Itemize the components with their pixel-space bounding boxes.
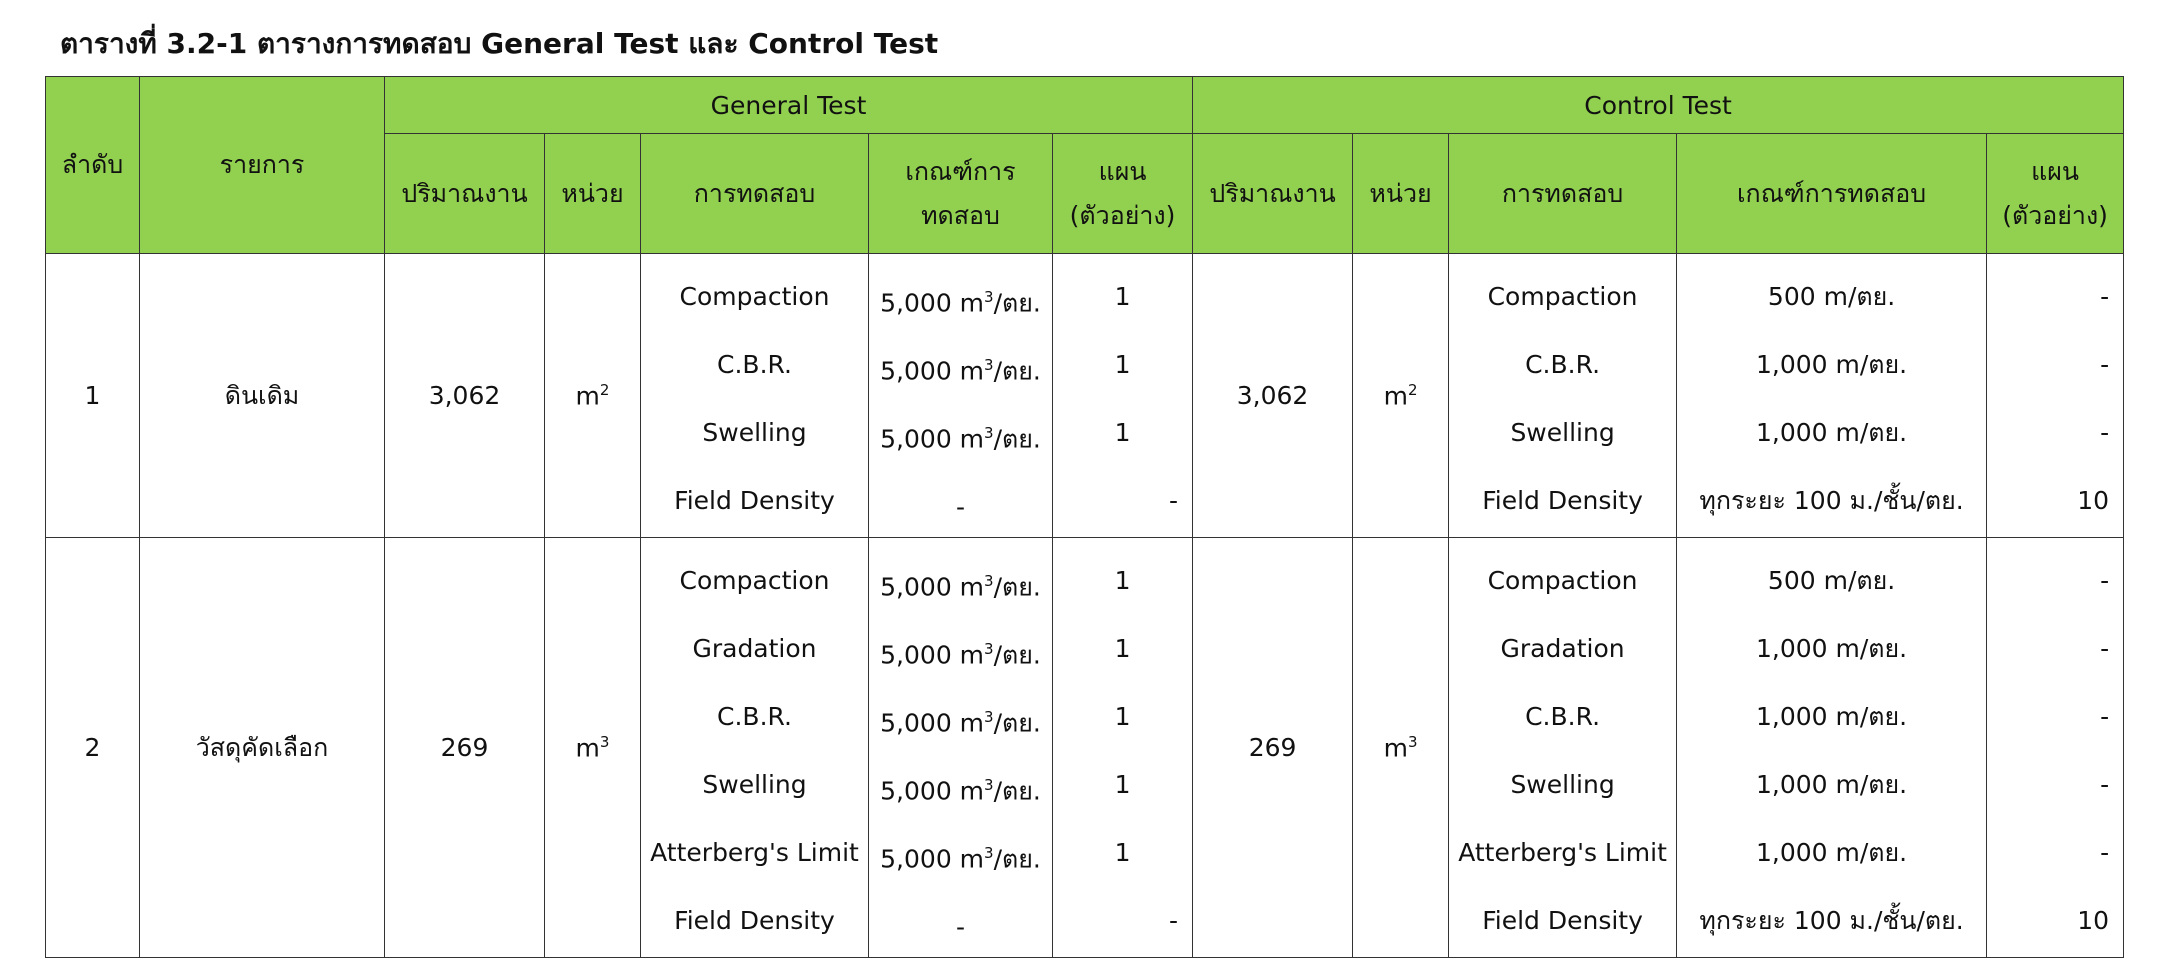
- gen-unit: [545, 254, 641, 538]
- ctl-plan: -: [2100, 349, 2110, 379]
- ctl-criteria-column: [1677, 254, 1987, 538]
- table-caption: ตารางที่ 3.2-1 ตารางการทดสอบ General Test และ Control Test: [60, 27, 939, 60]
- gen-criteria: [869, 615, 1052, 683]
- ctl-criteria: 1,000 m/ตย.: [1756, 417, 1908, 447]
- header-ctl-plan: [1987, 134, 2124, 254]
- gen-criteria-exp: 3: [984, 423, 994, 442]
- gen-unit-base: m: [575, 733, 600, 763]
- test-table: [45, 76, 2124, 958]
- gen-criteria-value: 5,000 m: [880, 843, 985, 873]
- ctl-criteria: 1,000 m/ตย.: [1756, 633, 1908, 663]
- gen-criteria-exp: 3: [984, 707, 994, 726]
- gen-criteria-suffix: /ตย.: [993, 571, 1041, 601]
- ctl-test-name: Swelling: [1510, 769, 1615, 799]
- ctl-unit-base: m: [1383, 381, 1408, 411]
- header-control-test: Control Test: [1193, 77, 2124, 134]
- gen-plan: 1: [1114, 565, 1131, 595]
- header-gen-criteria-line2: ทดสอบ: [921, 200, 1000, 230]
- ctl-test-name: Compaction: [1487, 281, 1638, 311]
- gen-test-name: C.B.R.: [717, 349, 792, 379]
- gen-criteria-suffix: /ตย.: [993, 423, 1041, 453]
- header-gen-criteria-line1: เกณฑ์การ: [905, 156, 1016, 186]
- gen-criteria-suffix: /ตย.: [993, 843, 1041, 873]
- gen-criteria: [869, 263, 1052, 331]
- gen-test-name: Gradation: [692, 633, 817, 663]
- gen-plan: 1: [1114, 349, 1131, 379]
- gen-criteria-value: 5,000 m: [880, 287, 985, 317]
- ctl-plan: -: [2100, 837, 2110, 867]
- header-no: ลำดับ: [46, 77, 140, 254]
- ctl-unit-base: m: [1383, 733, 1408, 763]
- ctl-criteria: 500 m/ตย.: [1767, 281, 1896, 311]
- gen-unit-exp: 2: [599, 380, 610, 399]
- ctl-plan-column: [1987, 254, 2124, 538]
- gen-test-name: Compaction: [679, 281, 830, 311]
- ctl-test-name: Field Density: [1482, 485, 1643, 515]
- ctl-plan-column: [1987, 538, 2124, 958]
- gen-criteria: [869, 683, 1052, 751]
- ctl-criteria: 1,000 m/ตย.: [1756, 837, 1908, 867]
- header-gen-plan-line2: (ตัวอย่าง): [1069, 200, 1176, 230]
- header-gen-unit: หน่วย: [545, 134, 641, 254]
- header-ctl-quantity: ปริมาณงาน: [1193, 134, 1353, 254]
- ctl-criteria: 1,000 m/ตย.: [1756, 349, 1908, 379]
- ctl-unit: [1353, 254, 1449, 538]
- gen-unit: [545, 538, 641, 958]
- gen-plan: -: [1169, 485, 1179, 515]
- ctl-unit-exp: 2: [1407, 380, 1418, 399]
- ctl-plan: 10: [2077, 905, 2110, 935]
- ctl-criteria: 500 m/ตย.: [1767, 565, 1896, 595]
- ctl-test-name: C.B.R.: [1525, 701, 1601, 731]
- gen-criteria: [869, 819, 1052, 887]
- ctl-test-name-column: [1449, 538, 1677, 958]
- gen-plan: -: [1169, 905, 1179, 935]
- header-gen-criteria: [869, 134, 1053, 254]
- row-no: 2: [46, 538, 140, 958]
- gen-criteria-suffix: /ตย.: [993, 287, 1041, 317]
- gen-test-name: Swelling: [702, 769, 807, 799]
- row-no: 1: [46, 254, 140, 538]
- gen-criteria: [869, 331, 1052, 399]
- ctl-plan: -: [2100, 701, 2110, 731]
- header-gen-plan: [1053, 134, 1193, 254]
- gen-criteria-column: [869, 254, 1053, 538]
- gen-criteria: [869, 399, 1052, 467]
- gen-criteria-value: 5,000 m: [880, 775, 985, 805]
- ctl-test-name: Atterberg's Limit: [1458, 837, 1667, 867]
- ctl-criteria: 1,000 m/ตย.: [1756, 769, 1908, 799]
- row-item: วัสดุคัดเลือก: [140, 538, 385, 958]
- gen-criteria-value: 5,000 m: [880, 423, 985, 453]
- gen-criteria: [869, 467, 1052, 535]
- gen-criteria-exp: 3: [984, 355, 994, 374]
- header-gen-test: การทดสอบ: [641, 134, 869, 254]
- gen-test-name: Compaction: [679, 565, 830, 595]
- gen-criteria-exp: 3: [984, 775, 994, 794]
- gen-plan: 1: [1114, 837, 1131, 867]
- ctl-plan: -: [2100, 565, 2110, 595]
- ctl-unit-exp: 3: [1407, 732, 1418, 751]
- gen-criteria-column: [869, 538, 1053, 958]
- table-row: [46, 254, 2124, 538]
- gen-test-name-column: [641, 254, 869, 538]
- ctl-test-name-column: [1449, 254, 1677, 538]
- ctl-criteria: ทุกระยะ 100 ม./ชั้น/ตย.: [1699, 905, 1964, 935]
- ctl-plan: 10: [2077, 485, 2110, 515]
- gen-criteria-exp: 3: [984, 639, 994, 658]
- gen-criteria-exp: 3: [984, 843, 994, 862]
- ctl-test-name: Field Density: [1482, 905, 1643, 935]
- ctl-test-name: C.B.R.: [1525, 349, 1601, 379]
- gen-plan: 1: [1114, 633, 1131, 663]
- gen-test-name: C.B.R.: [717, 701, 792, 731]
- ctl-quantity: 269: [1193, 538, 1353, 958]
- gen-quantity: 269: [385, 538, 545, 958]
- gen-unit-exp: 3: [599, 732, 610, 751]
- gen-test-name: Field Density: [674, 905, 835, 935]
- gen-criteria-value: -: [955, 911, 966, 941]
- gen-test-name: Field Density: [674, 485, 835, 515]
- gen-criteria: [869, 887, 1052, 955]
- ctl-unit: [1353, 538, 1449, 958]
- header-item: รายการ: [140, 77, 385, 254]
- ctl-quantity: 3,062: [1193, 254, 1353, 538]
- gen-criteria-suffix: /ตย.: [993, 639, 1041, 669]
- gen-criteria-value: 5,000 m: [880, 355, 985, 385]
- gen-criteria-value: -: [955, 491, 966, 521]
- ctl-plan: -: [2100, 281, 2110, 311]
- gen-criteria-value: 5,000 m: [880, 707, 985, 737]
- gen-criteria-suffix: /ตย.: [993, 355, 1041, 385]
- gen-plan: 1: [1114, 281, 1131, 311]
- gen-quantity: 3,062: [385, 254, 545, 538]
- gen-criteria: [869, 751, 1052, 819]
- header-ctl-plan-line1: แผน: [2031, 156, 2079, 186]
- gen-criteria-suffix: /ตย.: [993, 707, 1041, 737]
- gen-unit-base: m: [575, 381, 600, 411]
- header-ctl-plan-line2: (ตัวอย่าง): [2002, 200, 2108, 230]
- gen-criteria-value: 5,000 m: [880, 571, 985, 601]
- gen-criteria: [869, 547, 1052, 615]
- gen-plan-column: [1053, 538, 1193, 958]
- gen-criteria-exp: 3: [984, 287, 994, 306]
- header-general-test: General Test: [385, 77, 1193, 134]
- ctl-test-name: Gradation: [1500, 633, 1625, 663]
- ctl-test-name: Compaction: [1487, 565, 1638, 595]
- ctl-criteria: ทุกระยะ 100 ม./ชั้น/ตย.: [1699, 485, 1964, 515]
- ctl-test-name: Swelling: [1510, 417, 1615, 447]
- header-gen-plan-line1: แผน: [1098, 156, 1147, 186]
- gen-test-name: Swelling: [702, 417, 807, 447]
- gen-criteria-suffix: /ตย.: [993, 775, 1041, 805]
- gen-criteria-value: 5,000 m: [880, 639, 985, 669]
- ctl-plan: -: [2100, 417, 2110, 447]
- gen-test-name-column: [641, 538, 869, 958]
- header-ctl-test: การทดสอบ: [1449, 134, 1677, 254]
- ctl-plan: -: [2100, 633, 2110, 663]
- gen-plan-column: [1053, 254, 1193, 538]
- header-ctl-criteria: เกณฑ์การทดสอบ: [1677, 134, 1987, 254]
- ctl-plan: -: [2100, 769, 2110, 799]
- header-gen-quantity: ปริมาณงาน: [385, 134, 545, 254]
- table-body: [46, 254, 2124, 958]
- header-ctl-unit: หน่วย: [1353, 134, 1449, 254]
- gen-plan: 1: [1114, 417, 1131, 447]
- row-item: ดินเดิม: [140, 254, 385, 538]
- gen-plan: 1: [1114, 701, 1131, 731]
- ctl-criteria: 1,000 m/ตย.: [1756, 701, 1908, 731]
- gen-test-name: Atterberg's Limit: [650, 837, 859, 867]
- ctl-criteria-column: [1677, 538, 1987, 958]
- gen-criteria-exp: 3: [984, 571, 994, 590]
- table-row: [46, 538, 2124, 958]
- gen-plan: 1: [1114, 769, 1131, 799]
